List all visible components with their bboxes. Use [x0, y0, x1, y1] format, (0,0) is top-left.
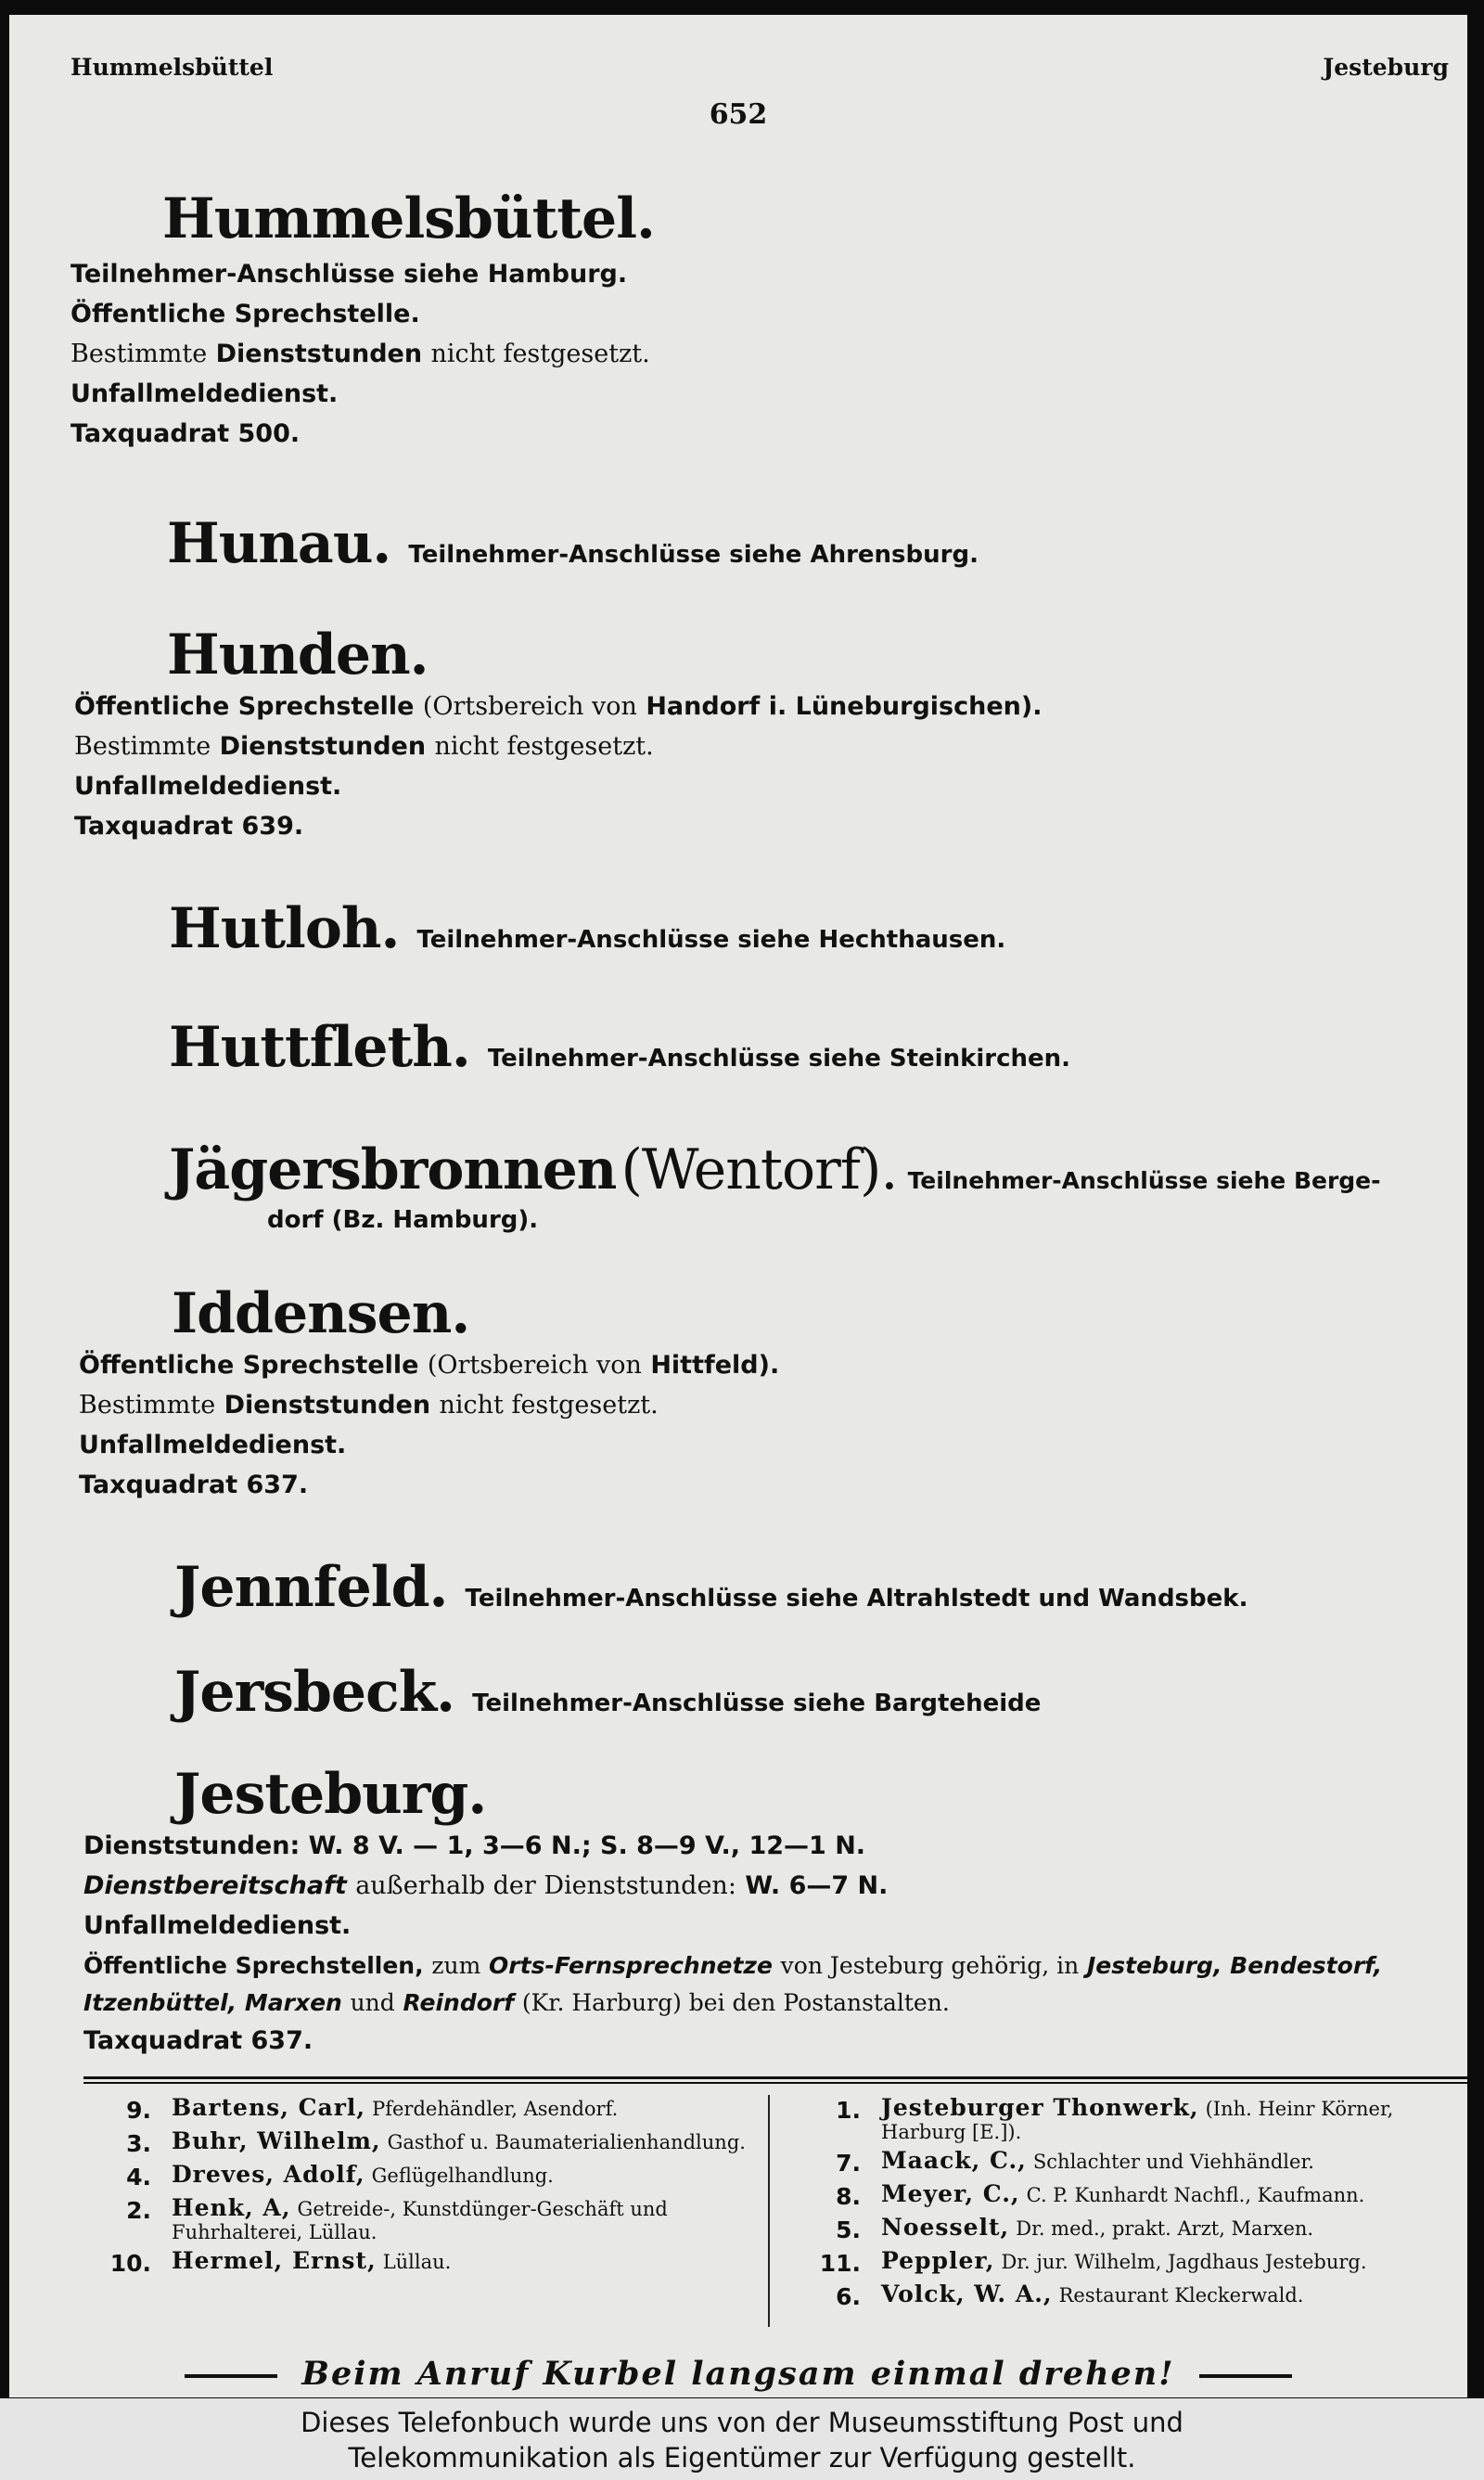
subscriber-name: Bartens, Carl, [172, 2094, 366, 2121]
directory-page [9, 15, 1467, 2397]
subscriber-name: Hermel, Ernst, [172, 2247, 377, 2274]
entry-line: Dienstbereitschaft außerhalb der Dienststunden: W. 6—7 N. [83, 1871, 889, 1900]
entry-line: Öffentliche Sprechstelle (Ortsbereich von Hittfeld). [79, 1351, 780, 1380]
subscriber-number: 3. [126, 2130, 151, 2157]
subscriber-number: 4. [126, 2164, 151, 2191]
place-name: Jägersbronnen [169, 1137, 617, 1202]
entry-line: Taxquadrat 637. [83, 2026, 313, 2055]
subscriber-detail: Lüllau. [382, 2251, 452, 2273]
subscriber-row [816, 2283, 1465, 2311]
subscriber-detail: Dr. jur. Wilhelm, Jagdhaus Jesteburg. [1001, 2251, 1367, 2273]
entry-line: Unfallmeldedienst. [74, 772, 342, 801]
place-name: Iddensen. [172, 1281, 470, 1346]
entry-line: Taxquadrat 500. [70, 419, 301, 448]
place-note: Teilnehmer-Anschlüsse siehe Altrahlstedt und Wandsbek. [465, 1585, 1248, 1613]
subscriber-row [816, 2180, 1465, 2211]
place-note: Teilnehmer-Anschlüsse siehe Ahrensburg. [408, 541, 979, 569]
subscriber-row [107, 2194, 774, 2244]
dash-rule [185, 2374, 277, 2378]
subscriber-row [107, 2161, 774, 2191]
entry-huttfleth [9, 1015, 1467, 1080]
place-note: Teilnehmer-Anschlüsse siehe Bargteheide [472, 1690, 1042, 1717]
entry-line: Bestimmte Dienststunden nicht festgesetzt. [74, 732, 654, 761]
subscriber-name: Buhr, Wilhelm, [172, 2127, 381, 2154]
subscriber-number: 6. [836, 2283, 861, 2310]
subscriber-row [816, 2247, 1465, 2278]
place-name: Jersbeck. [174, 1660, 455, 1725]
subscriber-list [9, 2086, 1467, 2364]
place-name: Huttfleth. [169, 1015, 470, 1080]
entry-hummelsbuettel [9, 186, 1467, 454]
subscriber-number: 8. [836, 2183, 861, 2210]
subscriber-name: Peppler, [881, 2247, 995, 2274]
place-name: Hunden. [167, 623, 429, 687]
entry-line: Bestimmte Dienststunden nicht festgesetzt. [70, 340, 650, 368]
entry-line: Dienststunden: W. 8 V. — 1, 3—6 N.; S. 8—9 V., 12—1 N. [83, 1831, 866, 1860]
place-name: Jennfeld. [174, 1555, 448, 1620]
subscriber-name: Henk, A, [172, 2194, 291, 2221]
subscriber-name: Noesselt, [881, 2214, 1010, 2241]
subscriber-number: 10. [109, 2250, 151, 2277]
separator-rule [83, 2076, 1467, 2079]
subscriber-detail: Geflügelhandlung. [371, 2165, 554, 2187]
entry-line: Teilnehmer-Anschlüsse siehe Hamburg. [70, 260, 628, 289]
subscriber-number: 9. [126, 2097, 151, 2124]
place-name-parenthetical: (Wentorf). [620, 1137, 898, 1202]
crank-instruction [9, 2355, 1467, 2393]
entry-jesteburg [9, 1762, 1467, 2061]
subscriber-row [107, 2247, 774, 2278]
entry-line: Unfallmeldedienst. [70, 379, 339, 408]
running-head-right: Jesteburg [1323, 54, 1449, 81]
subscriber-number: 5. [836, 2217, 861, 2243]
subscriber-detail: Schlachter und Viehhändler. [1032, 2151, 1314, 2173]
subscriber-column-right [816, 2094, 1465, 2317]
entry-jersbeck [9, 1660, 1467, 1725]
subscriber-detail: Dr. med., prakt. Arzt, Marxen. [1016, 2217, 1314, 2240]
entry-hunden [9, 623, 1467, 846]
entry-line: Taxquadrat 637. [79, 1471, 309, 1499]
entry-jennfeld [9, 1555, 1467, 1620]
crank-instruction-text: Beim Anruf Kurbel langsam einmal drehen! [301, 2355, 1175, 2393]
place-note: Teilnehmer-Anschlüsse siehe Steinkirchen. [487, 1045, 1071, 1073]
subscriber-number: 1. [836, 2097, 861, 2124]
dash-rule [1199, 2374, 1292, 2378]
entry-line: Taxquadrat 639. [74, 812, 304, 841]
entry-line: Öffentliche Sprechstelle. [70, 300, 420, 328]
entry-line: Unfallmeldedienst. [83, 1911, 352, 1940]
subscriber-detail: Pferdehändler, Asendorf. [372, 2098, 619, 2120]
subscriber-name: Meyer, C., [881, 2180, 1020, 2207]
subscriber-name: Volck, W. A., [881, 2281, 1053, 2307]
place-name: Hunau. [167, 511, 391, 576]
page-number: 652 [709, 98, 768, 131]
entry-line: Unfallmeldedienst. [79, 1431, 347, 1459]
subscriber-number: 2. [126, 2197, 151, 2224]
subscriber-row [107, 2127, 774, 2158]
separator-rule [83, 2082, 1467, 2084]
subscriber-name: Dreves, Adolf, [172, 2161, 365, 2188]
place-note: Teilnehmer-Anschlüsse siehe Berge- [907, 1167, 1381, 1194]
place-note-continued: dorf (Bz. Hamburg). [267, 1206, 539, 1234]
entry-hutloh [9, 896, 1467, 961]
entry-iddensen [9, 1281, 1467, 1505]
footer-line: Dieses Telefonbuch wurde uns von der Museumsstiftung Post und [301, 2407, 1183, 2438]
place-name: Jesteburg. [174, 1762, 487, 1827]
subscriber-detail: Restaurant Kleckerwald. [1058, 2284, 1304, 2307]
subscriber-row [816, 2094, 1465, 2144]
footer-credit [0, 2398, 1484, 2480]
subscriber-name: Jesteburger Thonwerk, [881, 2094, 1199, 2121]
subscriber-row [107, 2094, 774, 2125]
entry-hunau [9, 511, 1467, 576]
subscriber-row [816, 2214, 1465, 2244]
subscriber-detail: Gasthof u. Baumaterialienhandlung. [387, 2131, 746, 2153]
subscriber-column-left [107, 2094, 774, 2283]
place-name: Hummelsbüttel. [162, 186, 655, 251]
subscriber-detail: (Inh. Heinr Körner, Harburg [E.]). [881, 2098, 1394, 2143]
entry-line: Bestimmte Dienststunden nicht festgesetzt. [79, 1391, 659, 1420]
entry-line: Öffentliche Sprechstellen, zum Orts-Fernsprechnetze von Jesteburg gehörig, in Jesteburg, Bendestorf, [83, 1952, 1383, 1979]
subscriber-number: 11. [819, 2250, 861, 2277]
footer-line: Telekommunikation als Eigentümer zur Verfügung gestellt. [348, 2442, 1136, 2474]
entry-line: Itzenbüttel, Marxen und Reindorf (Kr. Harburg) bei den Postanstalten. [83, 1989, 950, 2016]
entry-jaegersbronnen [9, 1137, 1467, 1234]
place-name: Hutloh. [169, 896, 400, 961]
entry-line: Öffentliche Sprechstelle (Ortsbereich von Handorf i. Lüneburgischen). [74, 692, 1043, 721]
subscriber-name: Maack, C., [881, 2147, 1027, 2174]
subscriber-detail: C. P. Kunhardt Nachfl., Kaufmann. [1026, 2184, 1365, 2206]
place-note: Teilnehmer-Anschlüsse siehe Hechthausen. [416, 926, 1006, 954]
subscriber-number: 7. [836, 2150, 861, 2177]
subscriber-row [816, 2147, 1465, 2178]
subscriber-detail: Getreide-, Kunstdünger-Geschäft und Fuhrhalterei, Lüllau. [172, 2198, 668, 2243]
running-head-left: Hummelsbüttel [70, 54, 274, 81]
